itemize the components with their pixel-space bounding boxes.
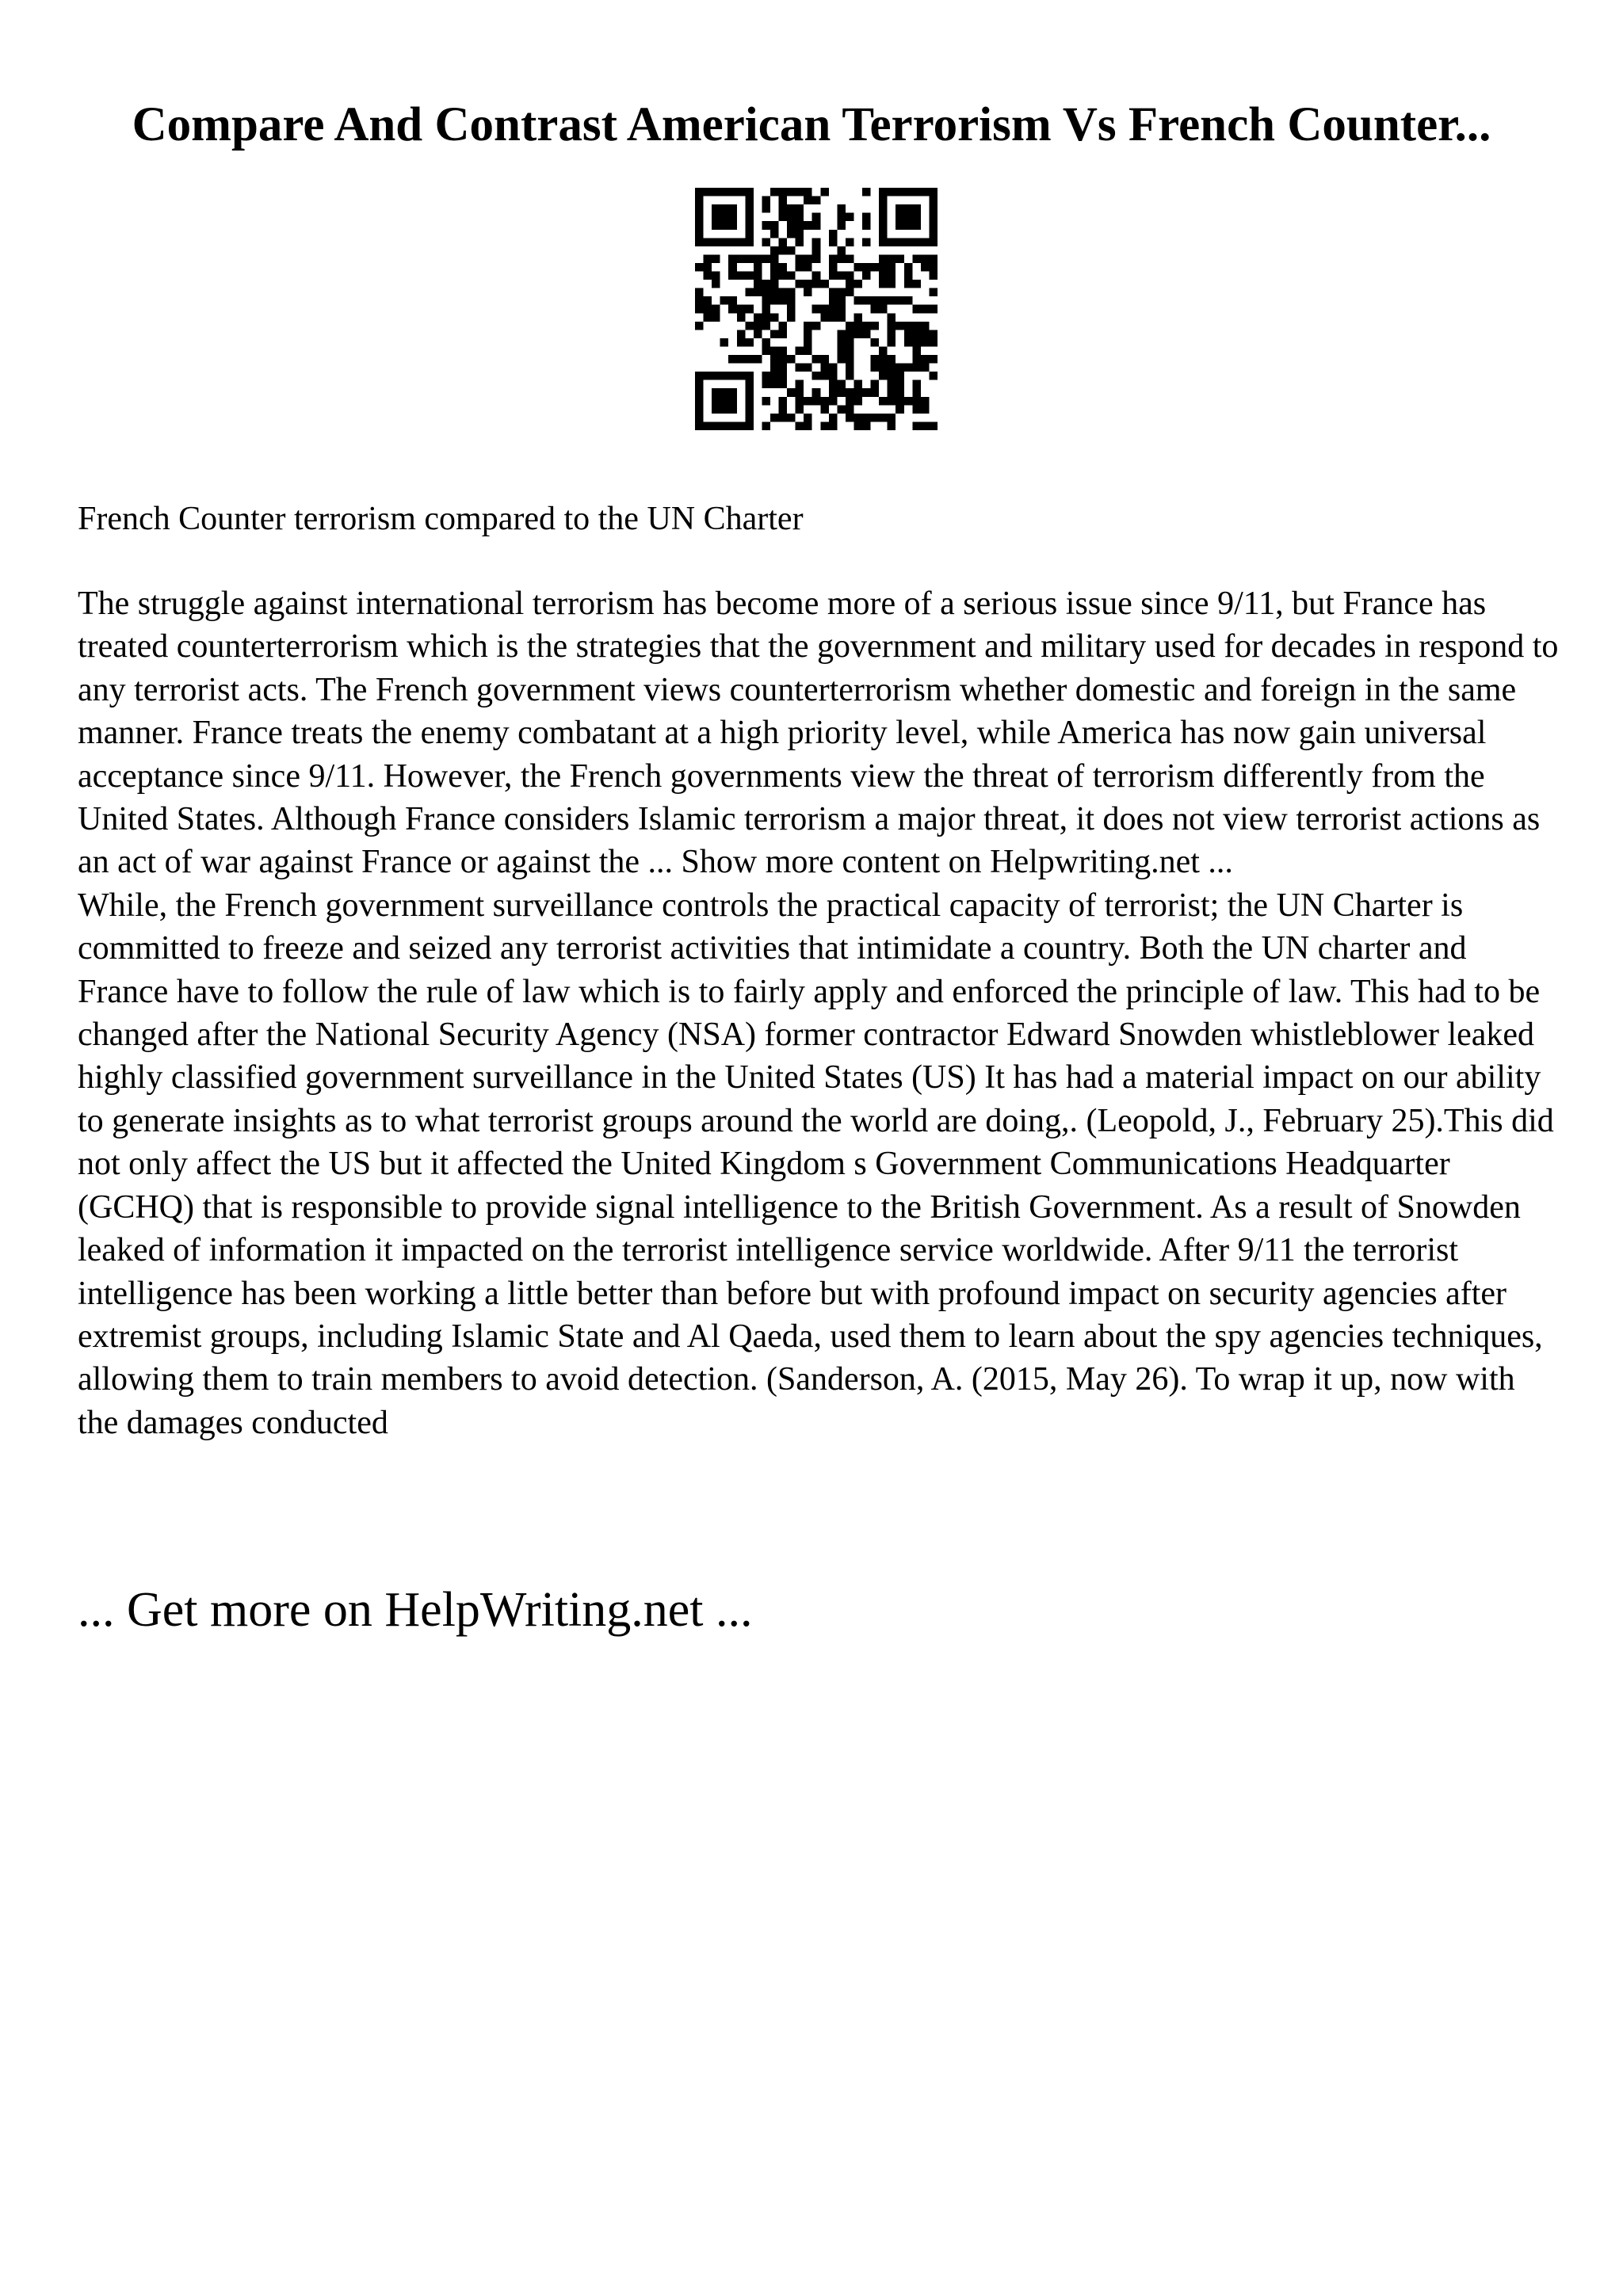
document-title: Compare And Contrast American Terrorism Vs French Counter...	[132, 98, 1491, 151]
document-subtitle: French Counter terrorism compared to the UN Charter	[78, 501, 804, 537]
qr-code-icon[interactable]	[695, 188, 938, 430]
document-body	[78, 582, 1560, 1444]
paragraph-2: While, the French government surveillance controls the practical capacity of terrorist; the UN Charter is committed to freeze and seized any terrorist activities that intimidate a country. Both the UN charter and France have to follow the rule of law which is to fairly apply and enforced the principle of law. This had to be changed after the National Security Agency (NSA) former contractor Edward Snowden whistleblower leaked highly classified government surveillance in the United States (US) It has had a material impact on our ability to generate insights as to what terrorist groups around the world are doing,. (Leopold, J., February 25).This did not only affect the US but it affected the United Kingdom s Government Communications Headquarter (GCHQ) that is responsible to provide signal intelligence to the British Government. As a result of Snowden leaked of information it impacted on the terrorist intelligence service worldwide. After 9/11 the terrorist intelligence has been working a little better than before but with profound impact on security agencies after extremist groups, including Islamic State and Al Qaeda, used them to learn about the spy agencies techniques, allowing them to train members to avoid detection. (Sanderson, A. (2015, May 26). To wrap it up, now with the damages conducted	[78, 887, 1554, 1441]
get-more-link[interactable]: ... Get more on HelpWriting.net ...	[78, 1583, 753, 1637]
paragraph-1: The struggle against international terrorism has become more of a serious issue since 9/11, but France has treated counterterrorism which is the strategies that the government and military used for decades in respond to any terrorist acts. The French government views counterterrorism whether domestic and foreign in the same manner. France treats the enemy combatant at a high priority level, while America has now gain universal acceptance since 9/11. However, the French governments view the threat of terrorism differently from the United States. Although France considers Islamic terrorism a major threat, it does not view terrorist actions as an act of war against France or against the ... Show more content on Helpwriting.net ...	[78, 585, 1559, 881]
